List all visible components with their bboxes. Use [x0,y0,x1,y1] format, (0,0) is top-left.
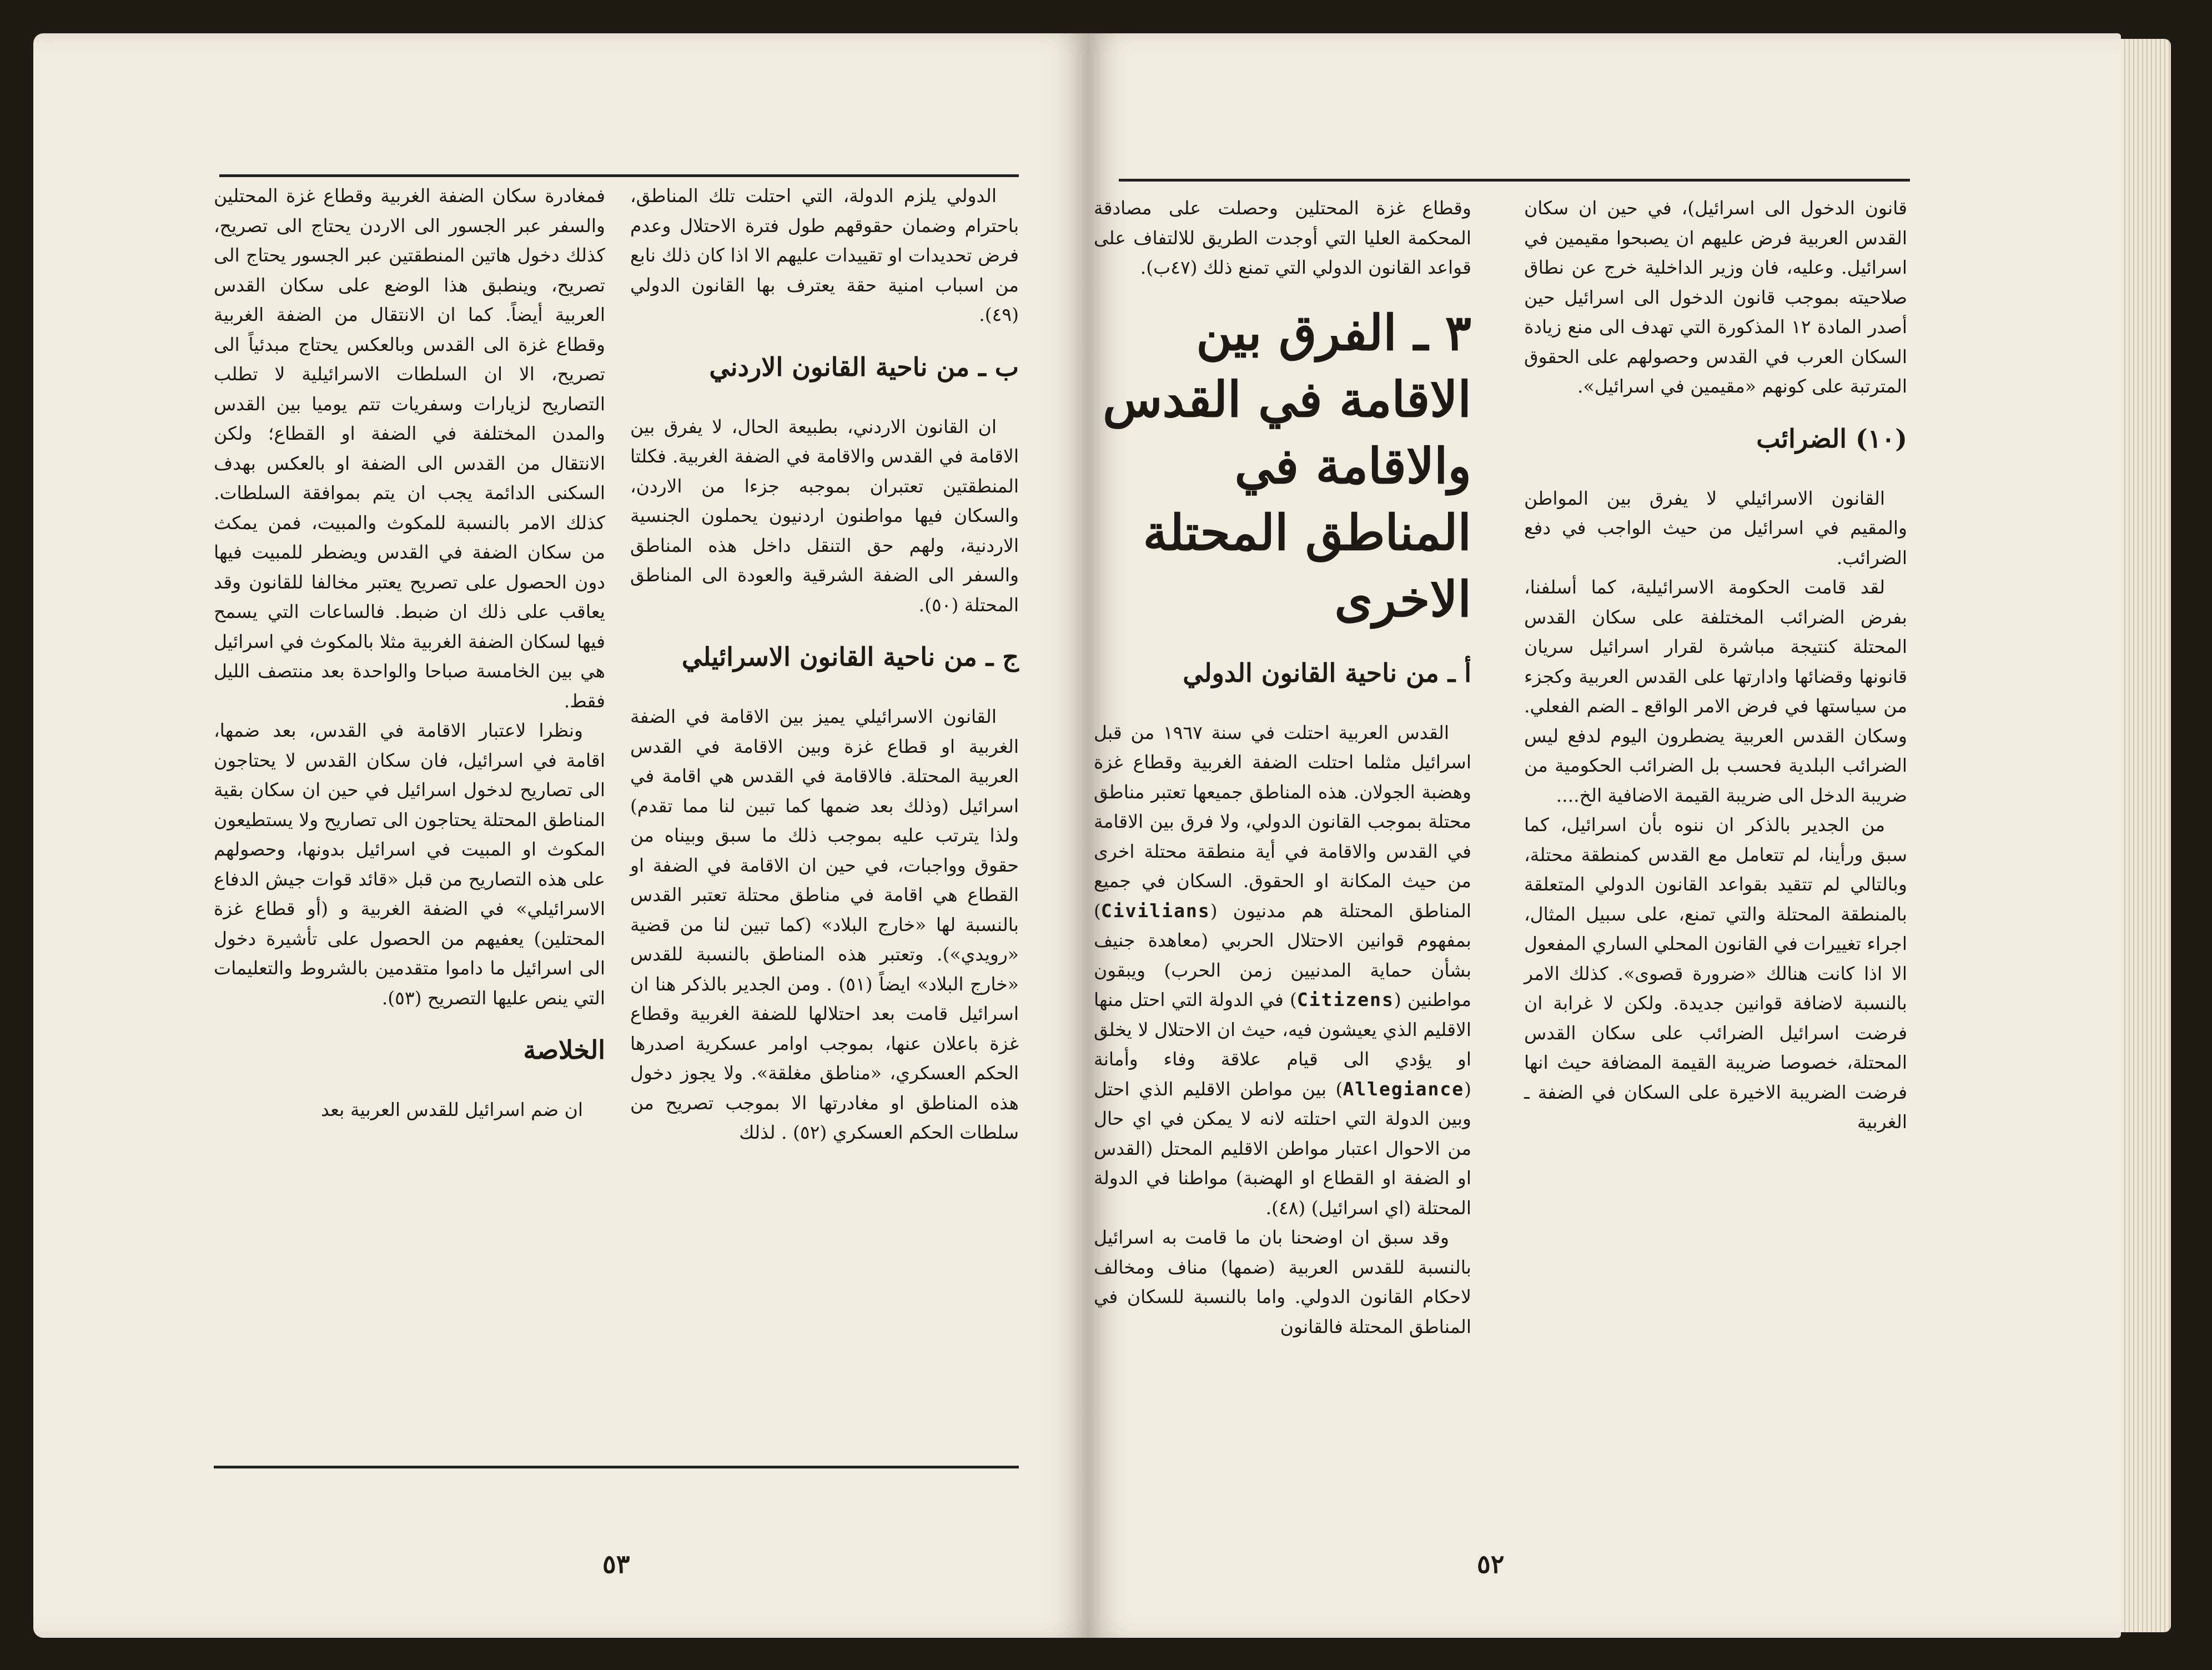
right-page-left-column [1094,193,1471,1341]
section-heading: الخلاصة [523,1035,605,1065]
paragraph: من الجدير بالذكر ان ننوه بأن اسرائيل، كما سبق ورأينا، لم تتعامل مع القدس كمنطقة محتلة، وبالتالي لم تتقيد بقواعد القانون الدولي المتعلقة بالمنطقة المحتلة والتي تمنع، على سبيل المثال، اجراء تغييرات في القانون المحلي الساري المفعول الا اذا كانت هنالك «ضرورة قصوى». كذلك الامر بالنسبة لاضافة قوانين جديدة. ولكن لا غرابة ان فرضت اسرائيل الضرائب على سكان القدس المحتلة، خصوصا ضريبة القيمة المضافة حيث انها فرضت الضريبة الاخيرة على السكان في الضفة ـ الغربية [1524,814,1907,1133]
book-page-edges [2121,39,2171,1632]
paragraph: قانون الدخول الى اسرائيل)، في حين ان سكان القدس العربية فرض عليهم ان يصبحوا مقيمين في اسرائيل. وعليه، فان وزير الداخلية خرج عن نطاق صلاحيته بموجب قانون الدخول الى اسرائيل حين أصدر المادة ١٢ المذكورة التي تهدف الى منع زيادة السكان العرب في القدس وحصولهم على الحقوق المترتبة على كونهم «مقيمين في اسرائيل». [1524,197,1907,397]
paragraph: فمغادرة سكان الضفة الغربية وقطاع غزة المحتلين والسفر عبر الجسور الى الاردن يحتاج الى تصريح، كذلك دخول هاتين المنطقتين عبر الجسور يحتاج الى تصريح، وينطبق هذا الوضع على سكان القدس العربية أيضاً. كما ان الانتقال من الضفة الغربية وقطاع غزة الى القدس وبالعكس يحتاج مبدئياً الى تصريح، الا ان السلطات الاسرائيلية لا تطلب التصاريح لزيارات وسفريات تتم يوميا بين القدس والمدن المختلفة في الضفة او القطاع؛ ولكن الانتقال من القدس الى الضفة او بالعكس بهدف السكنى الدائمة يجب ان يتم بموافقة السلطات. كذلك الامر بالنسبة للمكوث والمبيت، فمن يمكث من سكان الضفة في القدس ويضطر للمبيت فيها دون الحصول على تصريح يعتبر مخالفا للقانون وقد يعاقب على ذلك ان ضبط. فالساعات التي يسمح فيها لسكان الضفة الغربية مثلا بالمكوث في اسرائيل هي بين الخامسة صباحا والواحدة بعد منتصف الليل فقط. [214,185,605,712]
paragraph: وقد سبق ان اوضحنا بان ما قامت به اسرائيل بالنسبة للقدس العربية (ضمها) مناف ومخالف لاحكام القانون الدولي. واما بالنسبة للسكان في المناطق المحتلة فالقانون [1094,1226,1471,1337]
paragraph: ان القانون الاردني، بطبيعة الحال، لا يفرق بين الاقامة في القدس والاقامة في الضفة الغربية. فكلتا المنطقتين تعتبران بموجبه جزءا من الاردن، والسكان فيها مواطنون اردنيون يحملون الجنسية الاردنية، ولهم حق التنقل داخل هذه المناطق والسفر الى الضفة الشرقية والعودة الى المناطق المحتلة (٥٠). [630,415,1019,616]
text-run: ) بين مواطن الاقليم الذي احتل وبين الدولة التي احتلته لانه لا يمكن في اي حال من الاحوال اعتبار مواطن الاقليم المحتل (القدس او الضفة او القطاع او الهضبة) مواطنا في الدولة المحتلة (اي اسرائيل) (٤٨). [1094,1078,1471,1219]
text-run: ) بمفهوم قوانين الاحتلال الحربي (معاهدة جنيف بشأن حماية المدنيين زمن الحرب) ويبقون مواطنين ( [1094,899,1472,1010]
paragraph: وقطاع غزة المحتلين وحصلت على مصادقة المحكمة العليا التي أوجدت الطريق للالتفاف على قواعد القانون الدولي التي تمنع ذلك (٤٧ب). [1094,197,1471,278]
section-heading: ب ـ من ناحية القانون الاردني [709,351,1019,382]
page-number: ٥٢ [1477,1549,1505,1579]
page-number: ٥٣ [602,1549,630,1579]
paragraph: ونظرا لاعتبار الاقامة في القدس، بعد ضمها، اقامة في اسرائيل، فان سكان القدس لا يحتاجون الى تصاريح لدخول اسرائيل في حين ان سكان بقية المناطق المحتلة يحتاجون الى تصاريح ولا يستطيعون المكوث او المبيت في اسرائيل بدونها، وحصولهم على هذه التصاريح من قبل «قائد قوات جيش الدفاع الاسرائيلي» في الضفة الغربية و (أو قطاع غزة المحتلين) يعفيهم من الحصول على تأشيرة دخول الى اسرائيل ما داموا متقدمين بالشروط والتعليمات التي ينص عليها التصريح (٥٣). [214,720,605,1009]
paragraph: القانون الاسرائيلي يميز بين الاقامة في الضفة الغربية او قطاع غزة وبين الاقامة في القدس العربية المحتلة. فالاقامة في القدس هي اقامة في اسرائيل (وذلك بعد ضمها كما تبين لنا مما تقدم) ولذا يترتب عليه بموجب ذلك ما سبق وبيناه من حقوق وواجبات، في حين ان الاقامة في الضفة او القطاع هي اقامة في مناطق محتلة تعتبر القدس بالنسبة لها «خارج البلاد» (كما تبين لنا من قضية «رويدي»). وتعتبر هذه المناطق بالنسبة للقدس «خارج البلاد» ايضاً (٥١) . ومن الجدير بالذكر هنا ان اسرائيل قامت بعد احتلالها للضفة الغربية وقطاع غزة باعلان عنها، بموجب اوامر عسكرية اصدرها الحكم العسكري، «مناطق مغلقة». ولا يجوز دخول هذه المناطق او مغادرتها الا بموجب تصريح من سلطات الحكم العسكري (٥٢) . لذلك [630,706,1019,1143]
paragraph: القانون الاسرائيلي لا يفرق بين المواطن والمقيم في اسرائيل من حيث الواجب في دفع الضرائب. [1524,487,1907,569]
section-heading: أ ـ من ناحية القانون الدولي [1183,657,1471,688]
text-run: ) في الدولة التي احتل منها الاقليم الذي يعيشون فيه، حيث ان الاحتلال لا يخلق او يؤدي الى قيام علاقة وفاء وأمانة ( [1094,989,1471,1100]
paragraph [1094,718,1471,1223]
term-allegiance: Allegiance [1343,1078,1465,1100]
text-run: القدس العربية احتلت في سنة ١٩٦٧ من قبل اسرائيل مثلما احتلت الضفة الغربية وقطاع غزة وهضبة الجولان. هذه المناطق جميعها تعتبر مناطق محتلة بموجب القانون الدولي، ولا فرق بين الاقامة في القدس والاقامة في أية منطقة محتلة اخرى من حيث المكانة او الحقوق. السكان في جميع المناطق المحتلة هم مدنيون ( [1094,721,1471,922]
right-page-right-column [1524,193,1907,1137]
paragraph: ان ضم اسرائيل للقدس العربية بعد [320,1099,583,1120]
term-citizens: Citizens [1296,989,1394,1010]
left-page-left-column [214,181,605,1125]
term-civilians: Civilians [1100,899,1210,922]
right-page-header-rule [1119,179,1910,182]
paragraph: الدولي يلزم الدولة، التي احتلت تلك المناطق، باحترام وضمان حقوقهم طول فترة الاحتلال وعدم فرض تحديدات او تقييدات عليهم الا اذا كان ذلك نابع من اسباب امنية حقة يعترف بها القانون الدولي (٤٩). [630,185,1019,325]
section-heading: (١٠) الضرائب [1756,423,1907,454]
left-page-header-rule [219,174,1019,177]
chapter-title: ٣ ـ الفرق بين الاقامة في القدس والاقامة في المناطق المحتلة الاخرى [1103,303,1471,628]
left-page-right-column [630,181,1019,1148]
left-page-footer-rule [214,1466,1019,1468]
paragraph: لقد قامت الحكومة الاسرائيلية، كما أسلفنا، بفرض الضرائب المختلفة على سكان القدس المحتلة كنتيجة مباشرة لقرار اسرائيل سريان قانونها وقضائها وادارتها على القدس العربية وكجزء من سياستها في فرض الامر الواقع ـ الضم الفعلي. وسكان القدس العربية يضطرون اليوم لدفع ليس الضرائب البلدية فحسب بل الضرائب الحكومية من ضريبة الدخل الى ضريبة القيمة الاضافية الخ.... [1524,576,1907,806]
section-heading: ج ـ من ناحية القانون الاسرائيلي [681,642,1019,672]
